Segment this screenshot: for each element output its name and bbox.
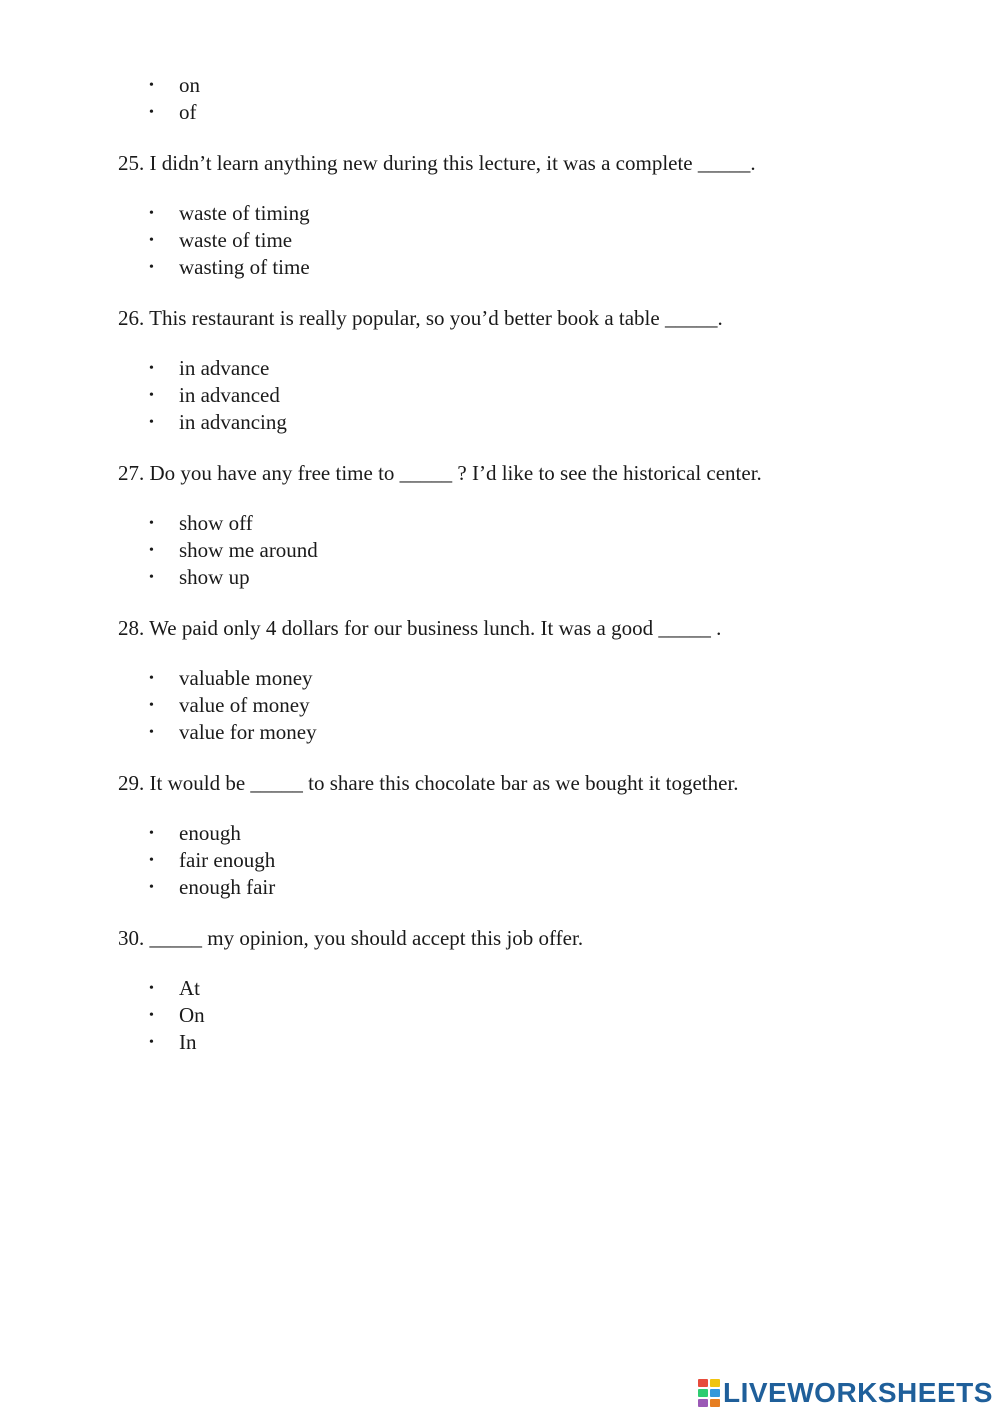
option-label: in advancing (179, 410, 287, 434)
option-label: valuable money (179, 666, 313, 690)
option-label: On (179, 1003, 205, 1027)
option-list (118, 975, 938, 1056)
option-label: wasting of time (179, 255, 310, 279)
option-item[interactable] (118, 510, 938, 537)
option-item[interactable] (118, 254, 938, 281)
question-27 (118, 460, 938, 591)
option-item[interactable] (118, 382, 938, 409)
question-26 (118, 305, 938, 436)
bullet-icon: • (149, 698, 154, 713)
option-list (118, 72, 938, 126)
option-label: waste of time (179, 228, 293, 252)
option-label: enough (179, 821, 241, 845)
question-text: 25. I didn’t learn anything new during this lecture, it was a complete _____. (118, 151, 756, 175)
option-item[interactable] (118, 874, 938, 901)
bullet-icon: • (149, 206, 154, 221)
question-text: 26. This restaurant is really popular, so you’d better book a table _____. (118, 306, 723, 330)
option-item[interactable] (118, 200, 938, 227)
option-list (118, 200, 938, 281)
option-label: value of money (179, 693, 310, 717)
option-item[interactable] (118, 537, 938, 564)
option-item[interactable] (118, 1029, 938, 1056)
bullet-icon: • (149, 826, 154, 841)
option-list (118, 665, 938, 746)
option-item[interactable] (118, 665, 938, 692)
bullet-icon: • (149, 725, 154, 740)
option-item[interactable] (118, 355, 938, 382)
bullet-icon: • (149, 880, 154, 895)
bullet-icon: • (149, 78, 154, 93)
option-item[interactable] (118, 719, 938, 746)
option-label: At (179, 976, 200, 1000)
option-item[interactable] (118, 99, 938, 126)
bullet-icon: • (149, 260, 154, 275)
bullet-icon: • (149, 388, 154, 403)
question-text: 30. _____ my opinion, you should accept this job offer. (118, 926, 584, 950)
option-label: value for money (179, 720, 317, 744)
option-item[interactable] (118, 1002, 938, 1029)
option-label: fair enough (179, 848, 276, 872)
option-label: on (179, 73, 200, 97)
option-item[interactable] (118, 409, 938, 436)
question-text: 27. Do you have any free time to _____ ? I’d like to see the historical center. (118, 461, 762, 485)
option-item[interactable] (118, 72, 938, 99)
option-item[interactable] (118, 692, 938, 719)
previous-question-options (118, 72, 938, 126)
bullet-icon: • (149, 981, 154, 996)
bullet-icon: • (149, 361, 154, 376)
question-text: 28. We paid only 4 dollars for our business lunch. It was a good _____ . (118, 616, 722, 640)
bullet-icon: • (149, 233, 154, 248)
liveworksheets-logo (698, 1376, 993, 1410)
option-list (118, 355, 938, 436)
option-list (118, 820, 938, 901)
question-25 (118, 150, 938, 281)
option-item[interactable] (118, 820, 938, 847)
question-28 (118, 615, 938, 746)
option-label: show me around (179, 538, 318, 562)
bullet-icon: • (149, 671, 154, 686)
option-item[interactable] (118, 227, 938, 254)
option-label: show off (179, 511, 253, 535)
option-label: enough fair (179, 875, 276, 899)
option-label: In (179, 1030, 197, 1054)
bullet-icon: • (149, 415, 154, 430)
bullet-icon: • (149, 853, 154, 868)
question-29 (118, 770, 938, 901)
bullet-icon: • (149, 516, 154, 531)
option-list (118, 510, 938, 591)
option-label: in advance (179, 356, 270, 380)
bullet-icon: • (149, 1035, 154, 1050)
bullet-icon: • (149, 543, 154, 558)
option-item[interactable] (118, 975, 938, 1002)
logo-text: LIVEWORKSHEETS (723, 1377, 993, 1408)
option-item[interactable] (118, 564, 938, 591)
liveworksheets-logo-icon (698, 1379, 720, 1407)
option-label: in advanced (179, 383, 280, 407)
option-label: waste of timing (179, 201, 310, 225)
bullet-icon: • (149, 105, 154, 120)
question-30 (118, 925, 938, 1056)
option-label: show up (179, 565, 250, 589)
bullet-icon: • (149, 570, 154, 585)
option-item[interactable] (118, 847, 938, 874)
option-label: of (179, 100, 197, 124)
question-text: 29. It would be _____ to share this chocolate bar as we bought it together. (118, 771, 739, 795)
bullet-icon: • (149, 1008, 154, 1023)
